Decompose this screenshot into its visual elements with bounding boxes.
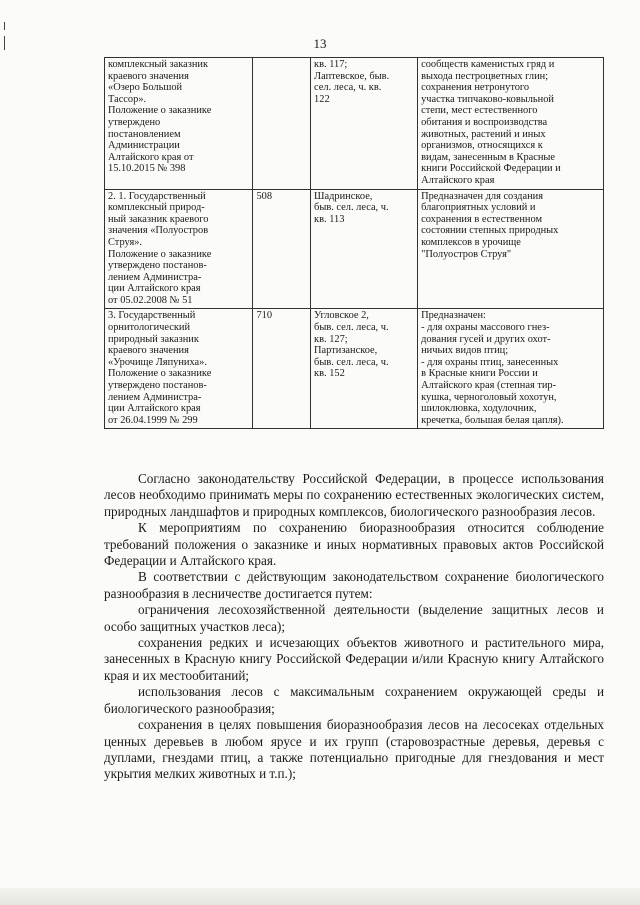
cell-line: ции Алтайского края [108, 403, 201, 415]
cell-line: краевого значения [108, 345, 189, 357]
cell-line: от 05.02.2008 № 51 [108, 294, 193, 306]
area-name-cell [105, 58, 253, 190]
cell-line: Положение о заказнике [108, 248, 212, 260]
cell-line: ничьих видов птиц; [421, 345, 509, 357]
cell-line: - для охраны массового гнез- [421, 322, 550, 334]
cell-line: Лаптевское, быв. [314, 70, 390, 82]
cell-line: состоянии степных природных [421, 225, 559, 237]
location-cell [311, 309, 418, 429]
cell-line: Партизанское, [314, 345, 378, 357]
purpose-cell [418, 309, 604, 429]
cell-line: Положение о заказнике [108, 105, 212, 117]
cell-line: орнитологический [108, 322, 191, 334]
cell-line: организмов, относящихся к [421, 140, 543, 152]
cell-line: Угловское 2, [314, 310, 369, 322]
cell-line: Положение о заказнике [108, 368, 212, 380]
cell-line: быв. сел. леса, ч. [314, 202, 389, 214]
cell-line: лением Администра- [108, 271, 202, 283]
paragraph: сохранения редких и исчезающих объектов животного и растительного мира, занесенных в Красную книгу Российской Федерации и/или Красную книгу Алтайского края и их местообитаний; [104, 635, 604, 683]
cell-line: шилоклювка, ходулочник, [421, 403, 537, 415]
cell-line: сел. леса, ч. кв. [314, 82, 382, 94]
body-text [104, 471, 604, 783]
table-row [105, 58, 604, 190]
paragraph: Согласно законодательству Российской Федерации, в процессе использования лесов необходимо принимать меры по сохранению естественных экологических систем, природных ландшафтов и природных комплексов, биологического разнообразия лесов. [104, 471, 604, 519]
location-cell [311, 189, 418, 309]
area-size-cell [253, 309, 311, 429]
area-name-cell [105, 309, 253, 429]
cell-line: природный заказник [108, 333, 199, 345]
protected-areas-table [104, 57, 604, 429]
cell-line: Тассор». [108, 93, 147, 105]
cell-line: видам, занесенным в Красные [421, 151, 556, 163]
cell-line: Шадринское, [314, 190, 373, 202]
paragraph: сохранения в целях повышения биоразнообразия лесов на лесосеках отдельных ценных деревьев в любом ярусе и их групп (старовозрастные деревья, деревья с дуплами, гнездами птиц, а также потенциально пригодные для гнездования и мест укрытия мелких животных и т.п.); [104, 717, 604, 782]
cell-line: кв. 113 [314, 213, 345, 225]
cell-line: ный заказник краевого [108, 213, 209, 225]
cell-line: Алтайского края (степная тир- [421, 380, 557, 392]
cell-line: значения «Полуостров [108, 225, 209, 237]
cell-line: Предназначен: [421, 310, 486, 322]
location-cell [311, 58, 418, 190]
area-size-cell [253, 58, 311, 190]
cell-line: ции Алтайского края [108, 283, 201, 295]
cell-line: комплексов в урочище [421, 236, 521, 248]
cell-line: - для охраны птиц, занесенных [421, 356, 559, 368]
cell-line: краевого значения [108, 70, 189, 82]
cell-line: "Полуостров Струя" [421, 248, 512, 260]
cell-line: комплексный природ- [108, 202, 205, 214]
cell-line: утверждено постанов- [108, 380, 207, 392]
cell-line: лением Администра- [108, 391, 202, 403]
cell-line: быв. сел. леса, ч. [314, 322, 389, 334]
table-row [105, 189, 604, 309]
cell-line: кречетка, большая белая цапля). [421, 414, 564, 426]
cell-line: 710 [256, 310, 273, 322]
cell-line: кв. 127; [314, 333, 348, 345]
paragraph: В соответствии с действующим законодательством сохранение биологического разнообразия в лесничестве достигается путем: [104, 569, 604, 601]
page-number: 13 [313, 36, 327, 51]
scan-bottom-edge [0, 888, 640, 905]
area-name-cell [105, 189, 253, 309]
cell-line: постановлением [108, 128, 181, 140]
cell-line: кв. 152 [314, 368, 345, 380]
cell-line: Алтайского края от [108, 151, 194, 163]
cell-line: 122 [314, 93, 330, 105]
cell-line: обитания и воспроизводства [421, 116, 548, 128]
cell-line: быв. сел. леса, ч. [314, 356, 389, 368]
cell-line: выхода пестроцветных глин; [421, 70, 549, 82]
table-row [105, 309, 604, 429]
cell-line: «Урочище Ляпуниха». [108, 356, 207, 368]
cell-line: сохранения в естественном [421, 213, 543, 225]
cell-line: сообществ каменистых гряд и [421, 59, 555, 70]
paragraph: К мероприятиям по сохранению биоразнообразия относится соблюдение требований положения о заказнике и иных нормативных правовых актов Российской Федерации и Алтайского края. [104, 520, 604, 569]
cell-line: Струя». [108, 236, 143, 248]
cell-line: участка типчаково-ковыльной [421, 93, 554, 105]
cell-line: 15.10.2015 № 398 [108, 163, 186, 175]
cell-line: кушка, черноголовый хохотун, [421, 391, 557, 403]
cell-line: в Красные книги России и [421, 368, 538, 380]
cell-line: животных, растений и иных [421, 128, 546, 140]
cell-line: сохранения нетронутого [421, 82, 530, 94]
paragraph: использования лесов с максимальным сохранением окружающей среды и биологического разнообразия; [104, 684, 604, 716]
cell-line: дования гусей и других охот- [421, 333, 551, 345]
cell-line: книги Российской Федерации и [421, 163, 561, 175]
area-size-cell [253, 189, 311, 309]
purpose-cell [418, 189, 604, 309]
cell-line: 3. Государственный [108, 310, 196, 322]
cell-line: кв. 117; [314, 59, 348, 70]
cell-line: благоприятных условий и [421, 202, 536, 214]
cell-line: от 26.04.1999 № 299 [108, 414, 198, 426]
cell-line: утверждено [108, 116, 161, 128]
cell-line: Алтайского края [421, 174, 495, 186]
cell-line: утверждено постанов- [108, 260, 207, 272]
cell-line: 508 [256, 190, 273, 202]
paragraph: ограничения лесохозяйственной деятельности (выделение защитных лесов и особо защитных участков леса); [104, 602, 604, 634]
purpose-cell [418, 58, 604, 190]
cell-line: «Озеро Большой [108, 82, 183, 94]
cell-line: Администрации [108, 140, 180, 152]
cell-line: комплексный заказник [108, 59, 209, 70]
cell-line: Предназначен для создания [421, 190, 543, 202]
cell-line: степи, мест естественного [421, 105, 538, 117]
cell-line: 2. 1. Государственный [108, 190, 206, 202]
